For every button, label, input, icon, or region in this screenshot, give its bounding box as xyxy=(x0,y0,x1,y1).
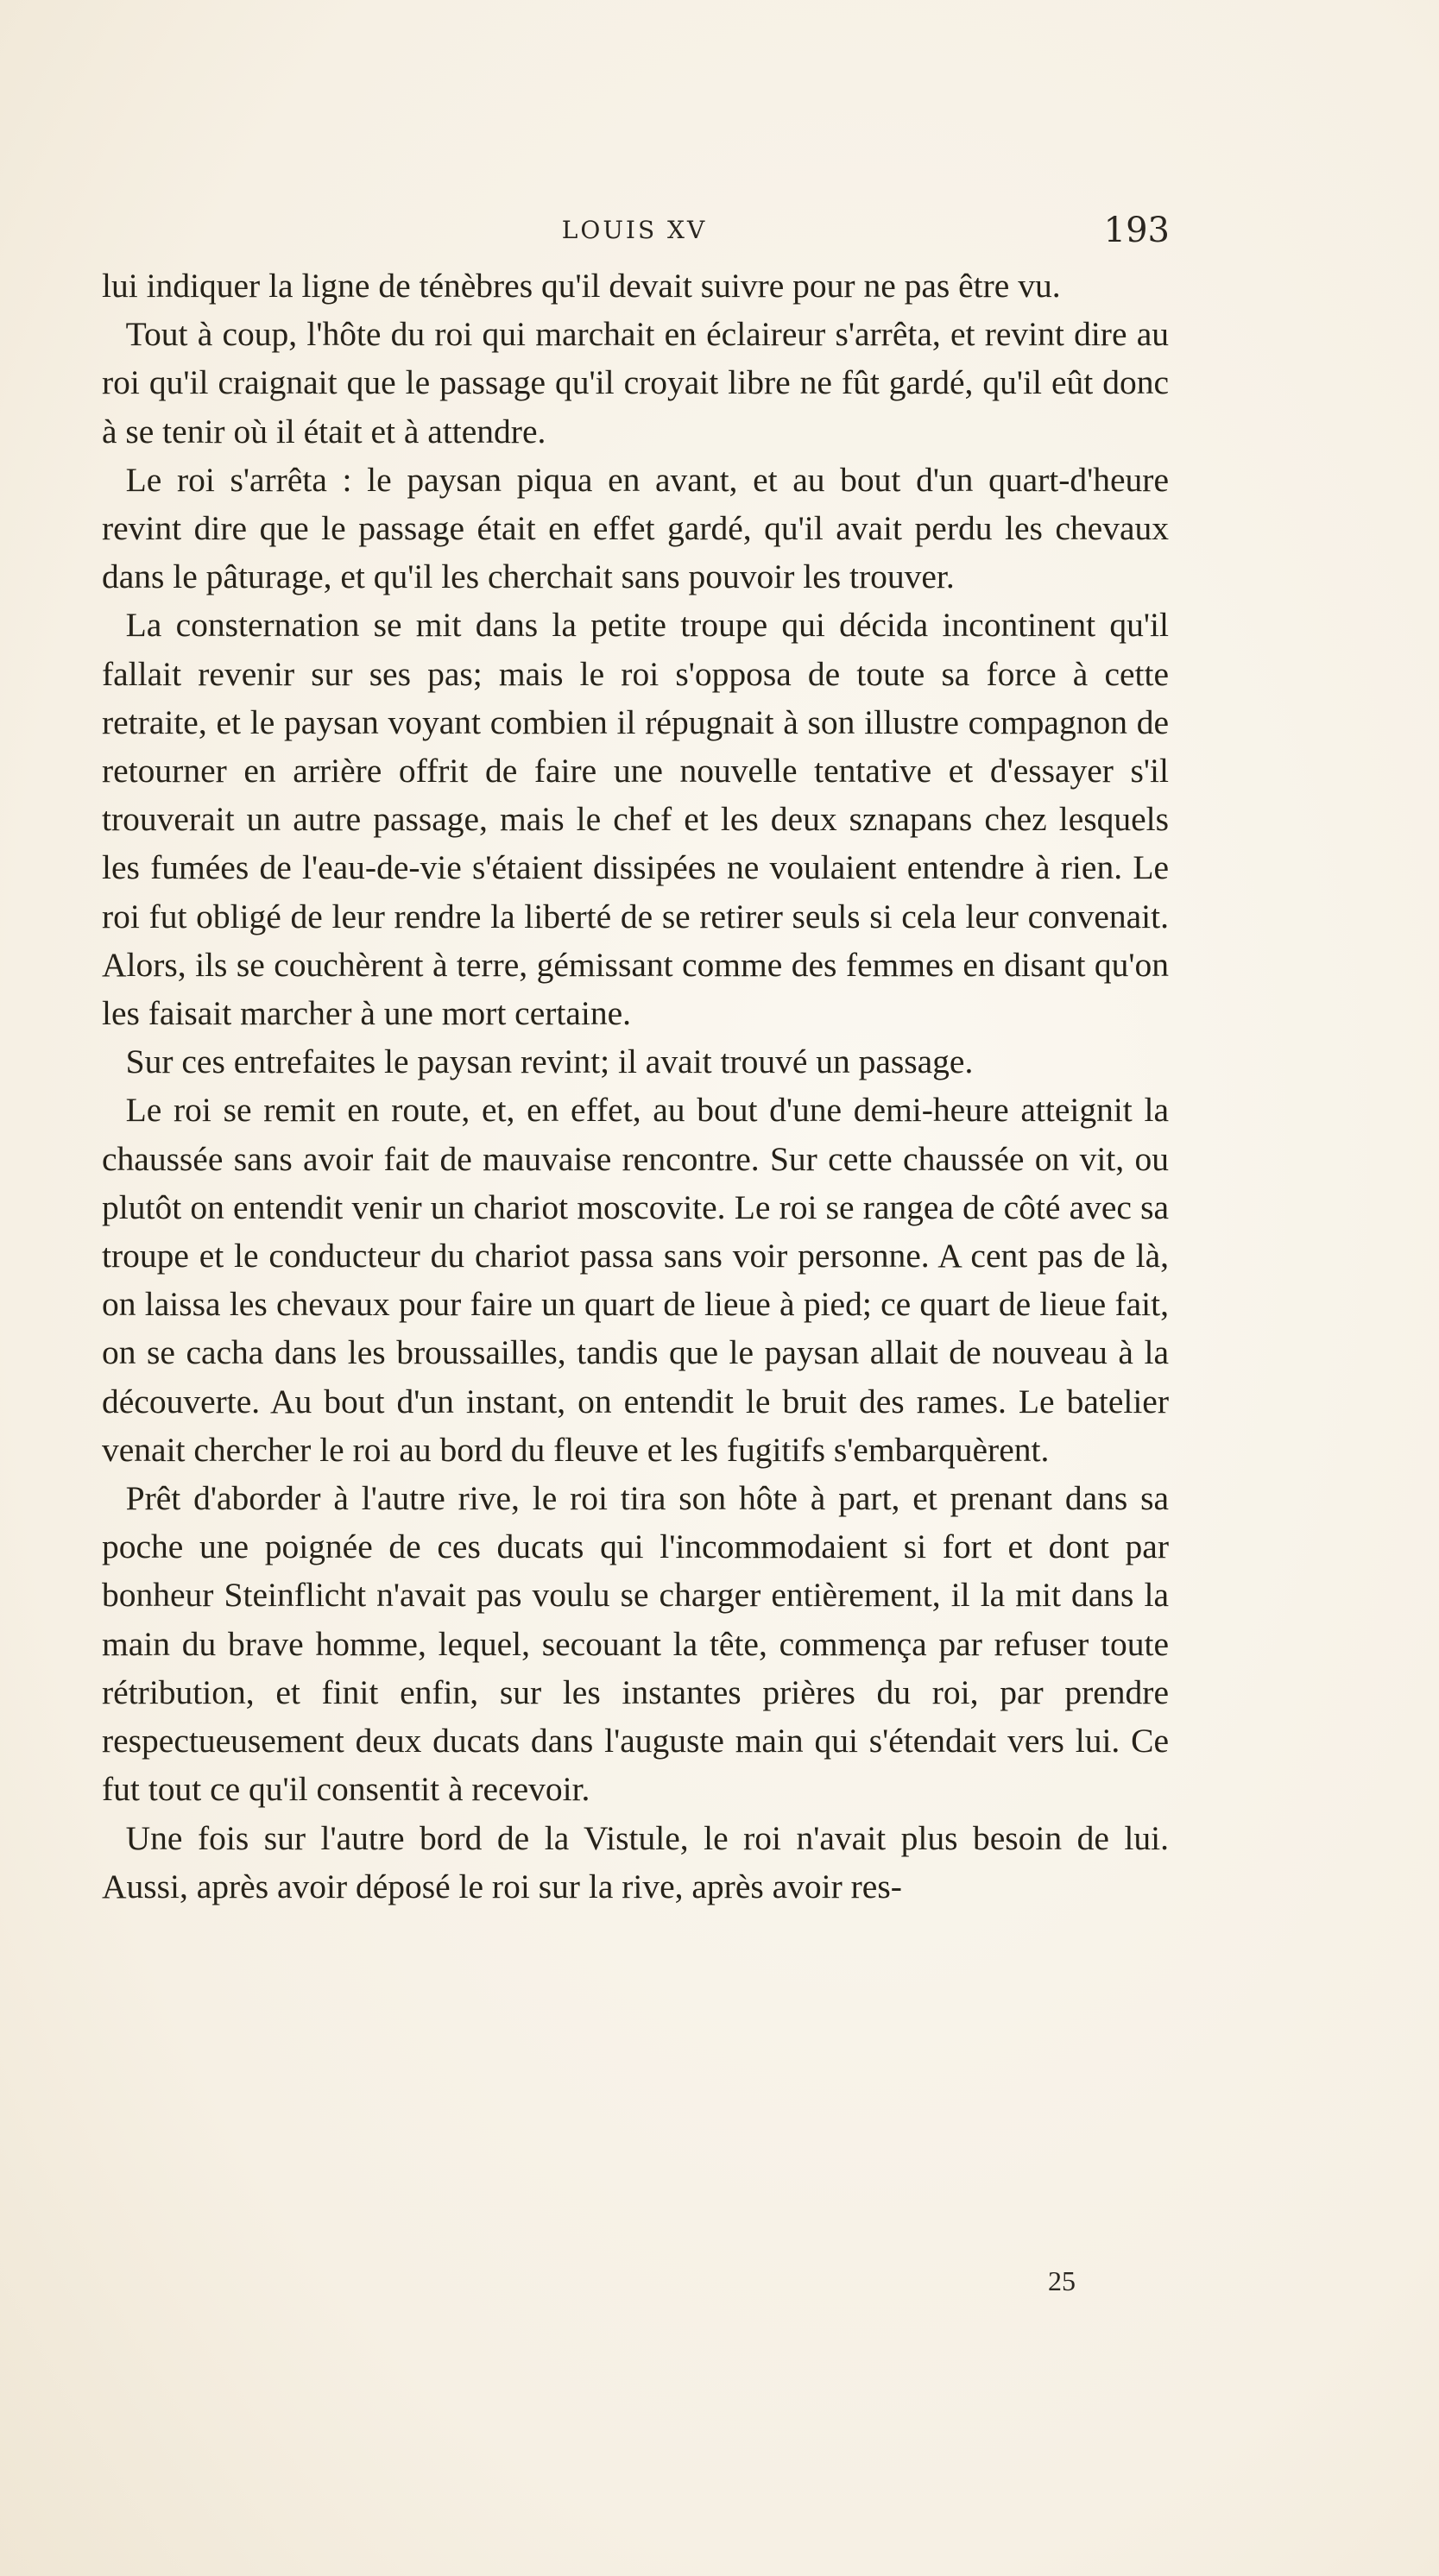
page-header xyxy=(99,207,1170,259)
running-title: LOUIS XV xyxy=(561,216,708,244)
paragraph: Prêt d'aborder à l'autre rive, le roi tira son hôte à part, et prenant dans sa poche une poignée de ces ducats qui l'incommodaient si fort et dont par bonheur Steinflicht n'avait pas voulu se charger entièrement, il la mit dans la main du brave homme, lequel, secouant la tête, commença par refuser toute rétribution, et finit enfin, sur les instantes prières du roi, par prendre respectueusement deux ducats dans l'auguste main qui s'étendait vers lui. Ce fut tout ce qu'il consentit à recevoir. xyxy=(102,1479,1169,1809)
paragraph: Une fois sur l'autre bord de la Vistule, le roi n'avait plus besoin de lui. Aussi, après avoir déposé le roi sur la rive, après avoir res- xyxy=(102,1818,1169,1905)
body-text xyxy=(102,261,1169,1911)
paragraph: Le roi se remit en route, et, en effet, au bout d'une demi-heure atteignit la chaussée sans avoir fait de mauvaise rencontre. Sur cette chaussée on vit, ou plutôt on entendit venir un chariot moscovite. Le roi se rangea de côté avec sa troupe et le conducteur du chariot passa sans voir personne. A cent pas de là, on laissa les chevaux pour faire un quart de lieue à pied; ce quart de lieue fait, on se cacha dans les broussailles, tandis que le paysan allait de nouveau à la découverte. Au bout d'un instant, on entendit le bruit des rames. Le batelier venait chercher le roi au bord du fleuve et les fugitifs s'embarquèrent. xyxy=(102,1091,1169,1469)
page-number: 193 xyxy=(1103,211,1170,250)
paragraph: Le roi s'arrêta : le paysan piqua en avant, et au bout d'un quart-d'heure revint dire que le passage était en effet gardé, qu'il avait perdu les chevaux dans le pâturage, et qu'il les cherchait sans pouvoir les trouver. xyxy=(102,460,1169,596)
signature-mark: 25 xyxy=(1048,2265,1076,2296)
paragraph: Tout à coup, l'hôte du roi qui marchait en éclaireur s'arrêta, et revint dire au roi qu'il craignait que le passage qu'il croyait libre ne fût gardé, qu'il eût donc à se tenir où il était et à attendre. xyxy=(102,315,1169,450)
paragraph: La consternation se mit dans la petite troupe qui décida incontinent qu'il fallait revenir sur ses pas; mais le roi s'opposa de toute sa force à cette retraite, et le paysan voyant combien il répugnait à son illustre compagnon de retourner en arrière offrit de faire une nouvelle tentative et d'essayer s'il trouverait un autre passage, mais le chef et les deux sznapans chez lesquels les fumées de l'eau-de-vie s'étaient dissipées ne voulaient entendre à rien. Le roi fut obligé de leur rendre la liberté de se retirer seuls si cela leur convenait. Alors, ils se couchèrent à terre, gémissant comme des femmes en disant qu'on les faisait marcher à une mort certaine. xyxy=(102,606,1169,1033)
paragraph: Sur ces entrefaites le paysan revint; il avait trouvé un passage. xyxy=(125,1042,974,1081)
paragraph-continued: lui indiquer la ligne de ténèbres qu'il devait suivre pour ne pas être vu. xyxy=(102,267,1061,305)
